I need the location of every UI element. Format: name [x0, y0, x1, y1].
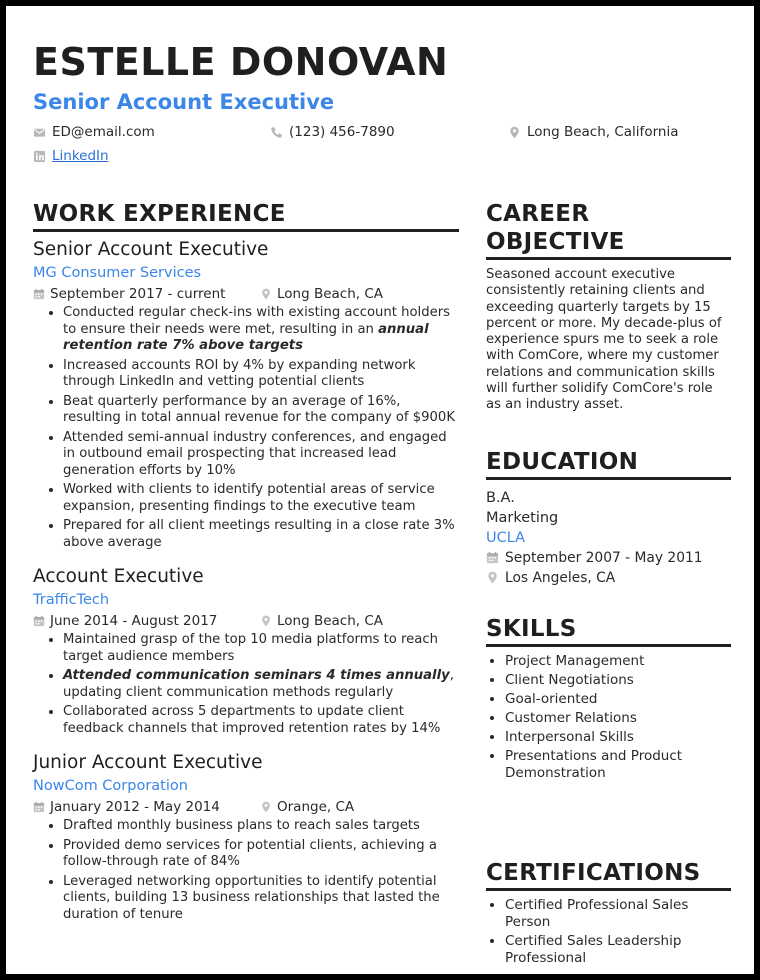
candidate-name: ESTELLE DONOVAN [33, 40, 449, 84]
bullet-text: Beat quarterly performance by an average of 16%, resulting in total annual revenue for the company of $900K [63, 393, 455, 425]
company-name: TrafficTech [33, 592, 110, 608]
job-location [260, 798, 354, 816]
job-bullet [63, 304, 459, 355]
phone-icon [270, 126, 283, 139]
education-location [486, 568, 731, 588]
calendar-icon [33, 801, 45, 813]
job-bullet [63, 429, 459, 480]
phone-text: (123) 456-7890 [289, 124, 395, 140]
email-icon [33, 126, 46, 139]
job-title: Senior Account Executive [33, 239, 269, 260]
degree: B.A. [486, 489, 515, 506]
job-dates-text: January 2012 - May 2014 [50, 799, 220, 815]
skill-item: • Interpersonal Skills [505, 729, 731, 746]
job-meta [33, 285, 459, 303]
bullet-text-tail: , updating client communication methods regularly [63, 668, 454, 700]
job-location-text: Long Beach, CA [277, 286, 384, 302]
job-dates [33, 285, 225, 303]
certifications-list [486, 897, 731, 967]
location-pin-icon [260, 801, 272, 813]
job-location [260, 612, 383, 630]
work-experience-heading: WORK EXPERIENCE [33, 200, 459, 232]
job-bullets [33, 304, 459, 551]
education-heading: EDUCATION [486, 448, 731, 480]
career-objective-heading-line1: CAREER [486, 201, 590, 227]
contact-phone [270, 124, 395, 140]
job-location-text: Orange, CA [277, 799, 355, 815]
job-location-text: Long Beach, CA [277, 613, 384, 629]
contact-location [508, 124, 678, 140]
job-bullet [63, 631, 459, 665]
skill-item: • Project Management [505, 653, 731, 670]
job-bullet [63, 837, 459, 871]
bullet-text: Collaborated across 5 departments to update client feedback channels that improved retention rates by 14% [63, 704, 441, 736]
contact-linkedin [33, 148, 109, 164]
education-dates [486, 548, 731, 568]
job-meta [33, 612, 459, 630]
bullet-text: Prepared for all client meetings resulting in a close rate 3% above average [63, 518, 455, 550]
job-bullet [63, 517, 459, 551]
location-pin-icon [260, 615, 272, 627]
objective-text: Seasoned account executive consistently retaining clients and exceeding quarterly targets by 15 percent or more. My decade-plus of experience spurs me to seek a role with ComCore, where my customer relations and communication skills will further solidify ComCore's role as an industry asset. [486, 267, 722, 413]
linkedin-icon [33, 150, 46, 163]
bullet-text: Drafted monthly business plans to reach sales targets [63, 818, 420, 833]
job-bullet [63, 393, 459, 427]
location-pin-icon [508, 126, 521, 139]
job-bullet [63, 703, 459, 737]
education-location-text: Los Angeles, CA [505, 569, 616, 586]
job-entry [33, 751, 459, 923]
skill-item: • Client Negotiations [505, 672, 731, 689]
job-dates-text: September 2017 - current [50, 286, 226, 302]
candidate-title: Senior Account Executive [33, 90, 335, 114]
company-name: NowCom Corporation [33, 778, 188, 794]
skill-item: • Customer Relations [505, 710, 731, 727]
job-bullet [63, 357, 459, 391]
calendar-icon [486, 551, 499, 564]
bullet-text: Provided demo services for potential clients, achieving a follow-through rate of 84% [63, 837, 437, 869]
career-objective-heading [486, 200, 731, 260]
location-text: Long Beach, California [527, 124, 679, 140]
job-dates [33, 798, 220, 816]
job-dates [33, 612, 217, 630]
certifications-heading: CERTIFICATIONS [486, 859, 731, 891]
job-bullets [33, 817, 459, 923]
calendar-icon [33, 288, 45, 300]
job-bullet [63, 667, 459, 701]
certification-item: • Certified Professional Sales Person [505, 897, 731, 931]
bullet-text: Increased accounts ROI by 4% by expanding network through LinkedIn and vetting potential clients [63, 357, 416, 389]
job-bullet [63, 873, 459, 924]
linkedin-link[interactable]: LinkedIn [52, 148, 109, 164]
bullet-text: Leveraged networking opportunities to identify potential clients, building 13 business relationships that lasted the duration of tenure [63, 873, 440, 922]
jobs-list [33, 238, 459, 923]
skill-item: • Goal-oriented [505, 691, 731, 708]
job-title: Junior Account Executive [33, 752, 263, 773]
bullet-text: Maintained grasp of the top 10 media platforms to reach target audience members [63, 632, 438, 664]
certification-item: • Certified Sales Leadership Professional [505, 933, 731, 967]
skills-list [486, 653, 731, 782]
job-entry [33, 238, 459, 551]
job-entry [33, 565, 459, 737]
skills-heading: SKILLS [486, 615, 731, 647]
job-location [260, 285, 383, 303]
left-column [33, 200, 459, 925]
education-block [486, 488, 731, 588]
bullet-highlight: annual retention rate 7% above targets [63, 321, 429, 353]
email-text: ED@email.com [52, 124, 155, 140]
contact-email [33, 124, 155, 140]
job-bullet [63, 817, 459, 835]
calendar-icon [33, 615, 45, 627]
school-name: UCLA [486, 529, 526, 546]
field-of-study: Marketing [486, 509, 559, 526]
skill-item: • Presentations and Product Demonstration [505, 748, 731, 782]
company-name: MG Consumer Services [33, 265, 202, 281]
education-dates-text: September 2007 - May 2011 [505, 549, 703, 566]
job-bullet [63, 481, 459, 515]
bullet-text: Conducted regular check-ins with existing account holders to ensure their needs were met, resulting in an [63, 305, 450, 337]
career-objective-heading-line2: OBJECTIVE [486, 229, 625, 255]
bullet-highlight: Attended communication seminars 4 times annually [63, 668, 450, 683]
job-dates-text: June 2014 - August 2017 [50, 613, 218, 629]
bullet-text: Attended semi-annual industry conferences, and engaged in outbound email prospecting that increased lead generation efforts by 10% [63, 429, 447, 478]
location-pin-icon [260, 288, 272, 300]
bullet-text: Worked with clients to identify potential areas of service expansion, presenting findings to the executive team [63, 482, 435, 514]
job-bullets [33, 631, 459, 737]
job-title: Account Executive [33, 566, 204, 587]
location-pin-icon [486, 571, 499, 584]
right-column [486, 200, 731, 969]
job-meta [33, 798, 459, 816]
